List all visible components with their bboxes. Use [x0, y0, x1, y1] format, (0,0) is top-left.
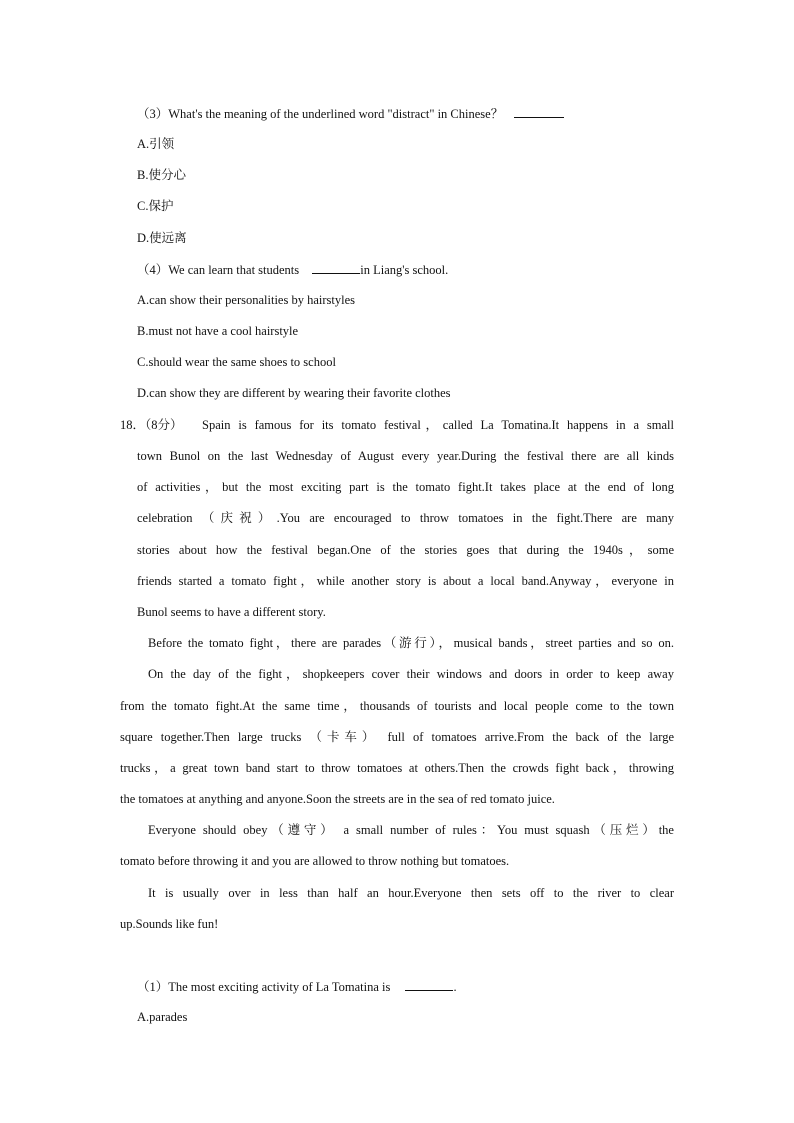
passage-line: Before the tomato fight，there are parades（游行），musical bands，street parties and so on.: [148, 636, 674, 650]
passage-line: tomato before throwing it and you are allowed to throw nothing but tomatoes.: [120, 854, 510, 868]
question-text: （1）The most exciting activity of La Tomatina is: [137, 980, 391, 994]
passage-line: from the tomato fight.At the same time，thousands of tourists and local people come to the town: [120, 699, 674, 713]
passage-line: square together.Then large trucks （卡车） full of tomatoes arrive.From the back of the large: [120, 730, 674, 744]
option-c: C.保护: [137, 199, 174, 213]
passage-line: trucks，a great town band start to throw tomatoes at others.Then the crowds fight back，throwing: [120, 761, 674, 775]
option-b: B.使分心: [137, 168, 186, 182]
option-b: B.must not have a cool hairstyle: [137, 324, 299, 338]
question-text-after: in Liang's school.: [360, 263, 449, 277]
question-text: （3）What's the meaning of the underlined word "distract" in Chinese？: [137, 107, 504, 121]
question-18-1-prompt: [137, 978, 457, 995]
answer-blank: [514, 105, 564, 118]
passage-line: up.Sounds like fun!: [120, 917, 219, 931]
option-d: D.can show they are different by wearing their favorite clothes: [137, 386, 451, 400]
option-c: C.should wear the same shoes to school: [137, 355, 336, 369]
passage-line: On the day of the fight，shopkeepers cover their windows and doors in order to keep away: [148, 667, 674, 681]
option-d: D.使远离: [137, 231, 187, 245]
question-text-after: .: [453, 980, 457, 994]
question-17-4-prompt: [137, 261, 448, 278]
passage-line: Everyone should obey（遵守） a small number of rules：You must squash（压烂）the: [148, 823, 674, 837]
question-18-number: 18．（8分）: [120, 418, 183, 432]
passage-line: of activities，but the most exciting part is the tomato fight.It takes place at the end of long: [137, 480, 674, 494]
passage-line: stories about how the festival began.One of the stories goes that during the 1940s，some: [137, 543, 674, 557]
question-text: （4）We can learn that students: [137, 263, 300, 277]
option-a: A.parades: [137, 1010, 188, 1024]
option-a: A.can show their personalities by hairstyles: [137, 293, 356, 307]
answer-blank: [312, 261, 360, 274]
passage-line: Spain is famous for its tomato festival，called La Tomatina.It happens in a small: [202, 418, 674, 432]
option-a: A.引领: [137, 137, 175, 151]
passage-line: celebration （庆祝）.You are encouraged to throw tomatoes in the fight.There are many: [137, 511, 674, 525]
passage-line: friends started a tomato fight，while another story is about a local band.Anyway，everyone in: [137, 574, 674, 588]
question-17-3-prompt: [137, 105, 564, 122]
passage-line: the tomatoes at anything and anyone.Soon the streets are in the sea of red tomato juice.: [120, 792, 555, 806]
passage-line: Bunol seems to have a different story.: [137, 605, 326, 619]
passage-line: town Bunol on the last Wednesday of August every year.During the festival there are all kinds: [137, 449, 674, 463]
passage-line: It is usually over in less than half an hour.Everyone then sets off to the river to clear: [148, 886, 674, 900]
answer-blank: [405, 978, 453, 991]
